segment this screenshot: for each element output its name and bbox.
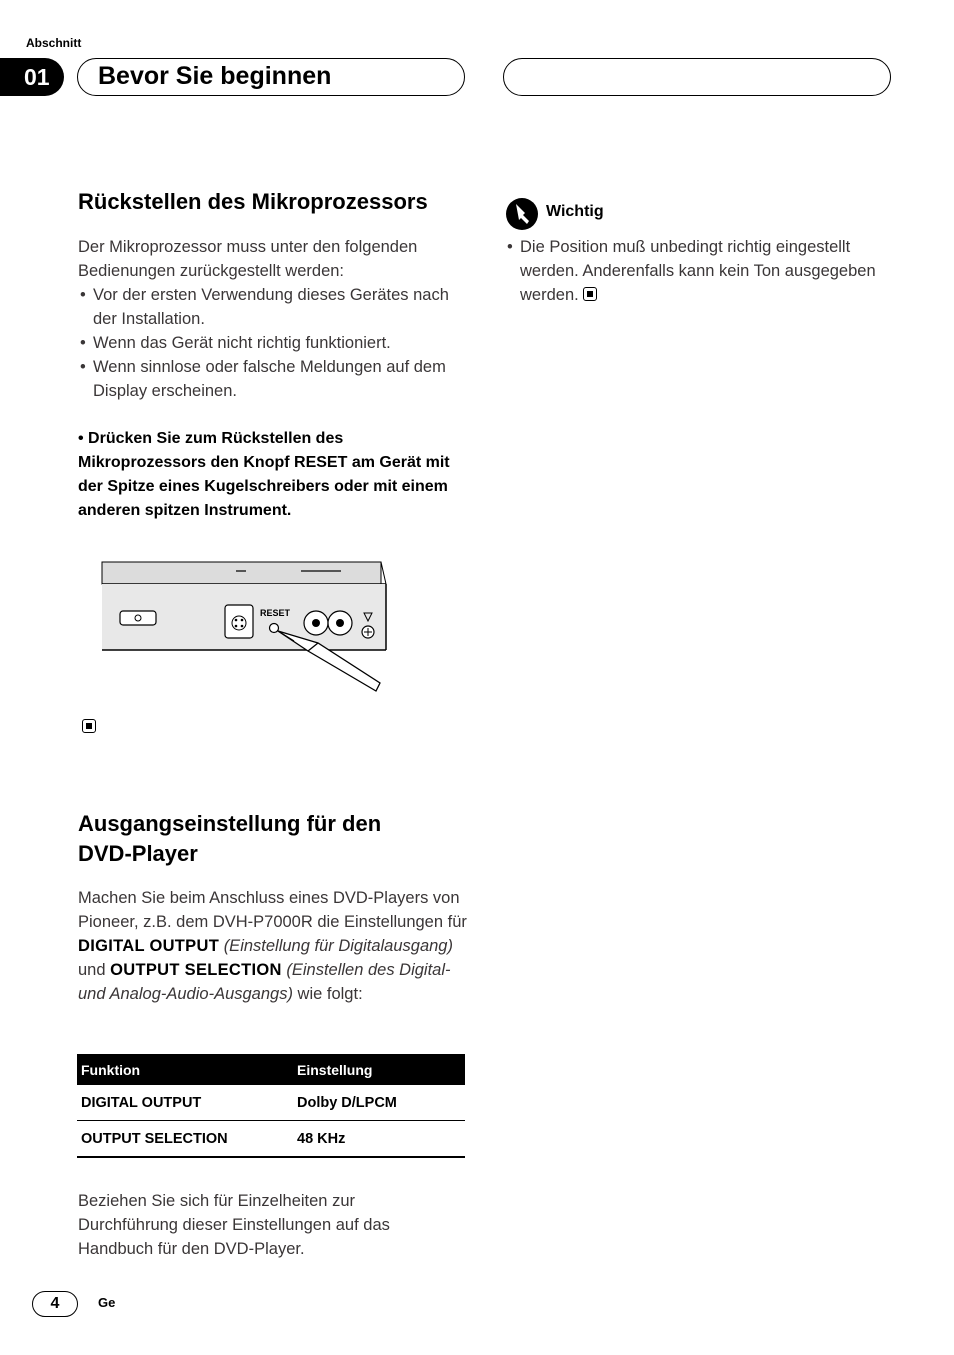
reset-instruction-text: Drücken Sie zum Rückstellen des Mikroprozessors den Knopf RESET am Gerät mit der Spitze eines Kugelschreibers oder mit einem anderen spitzen Instrument. — [78, 430, 450, 519]
dvd-heading-line2: DVD-Player — [78, 841, 198, 866]
table-cell: DIGITAL OUTPUT — [77, 1085, 293, 1121]
table-cell: OUTPUT SELECTION — [77, 1121, 293, 1158]
dvd-heading-line1: Ausgangseinstellung für den — [78, 811, 382, 836]
end-of-section-icon — [82, 719, 96, 733]
dvd-heading — [78, 809, 381, 869]
illustration-reset-label: RESET — [260, 608, 291, 618]
chapter-title: Bevor Sie beginnen — [77, 58, 465, 96]
language-code: Ge — [98, 1295, 116, 1310]
dvd-intro-text: Machen Sie beim Anschluss eines DVD-Players von Pioneer, z.B. dem DVH-P7000R die Einstellungen für — [78, 889, 467, 931]
section-number: 01 — [0, 58, 64, 96]
end-of-section-icon — [583, 287, 597, 301]
list-item: • Wenn sinnlose oder falsche Meldungen auf dem Display erscheinen. — [78, 355, 468, 403]
reset-button-illustration — [96, 555, 396, 695]
reset-body — [78, 235, 468, 403]
pointing-hand-icon — [512, 202, 532, 226]
section-label: Abschnitt — [26, 36, 82, 50]
reset-bullet-list — [78, 283, 468, 403]
important-body — [505, 235, 897, 307]
table-row — [77, 1121, 465, 1158]
list-item: • Vor der ersten Verwendung dieses Gerätes nach der Installation. — [78, 283, 468, 331]
important-label: Wichtig — [546, 203, 604, 220]
reset-instruction — [78, 427, 470, 523]
term-output-selection-desc: (Einstellen des Digital- und Analog-Audio-Ausgangs) — [78, 961, 451, 1003]
table-row — [77, 1085, 465, 1121]
list-item — [505, 235, 897, 307]
intro-end-text: wie folgt: — [292, 985, 363, 1003]
header-empty-box — [503, 58, 891, 96]
term-digital-output-desc: (Einstellung für Digitalausgang) — [223, 937, 453, 955]
connector-text: und — [78, 961, 111, 979]
important-bullet-text: Die Position muß unbedingt richtig eingestellt werden. Anderenfalls kann kein Ton ausgegeben werden. — [520, 238, 876, 304]
important-bullet-list — [505, 235, 897, 307]
reset-heading: Rückstellen des Mikroprozessors — [78, 189, 428, 214]
reset-intro: Der Mikroprozessor muss unter den folgenden Bedienungen zurückgestellt werden: — [78, 238, 418, 280]
column-header-setting: Einstellung — [293, 1054, 465, 1085]
dvd-intro — [78, 886, 470, 1006]
table-cell: Dolby D/LPCM — [293, 1085, 465, 1121]
list-item: • Wenn das Gerät nicht richtig funktioniert. — [78, 331, 468, 355]
term-output-selection: OUTPUT SELECTION — [110, 961, 282, 979]
column-header-function: Funktion — [77, 1054, 293, 1085]
dvd-footer-text: Beziehen Sie sich für Einzelheiten zur Durchführung dieser Einstellungen auf das Handbuch für den DVD-Player. — [78, 1192, 390, 1258]
table-header-row — [77, 1054, 465, 1085]
important-icon — [506, 198, 538, 230]
term-digital-output: DIGITAL OUTPUT — [78, 937, 220, 955]
page-number: 4 — [32, 1291, 78, 1317]
bullet-glyph: • — [78, 430, 89, 447]
table-cell: 48 KHz — [293, 1121, 465, 1158]
settings-table — [77, 1054, 465, 1158]
